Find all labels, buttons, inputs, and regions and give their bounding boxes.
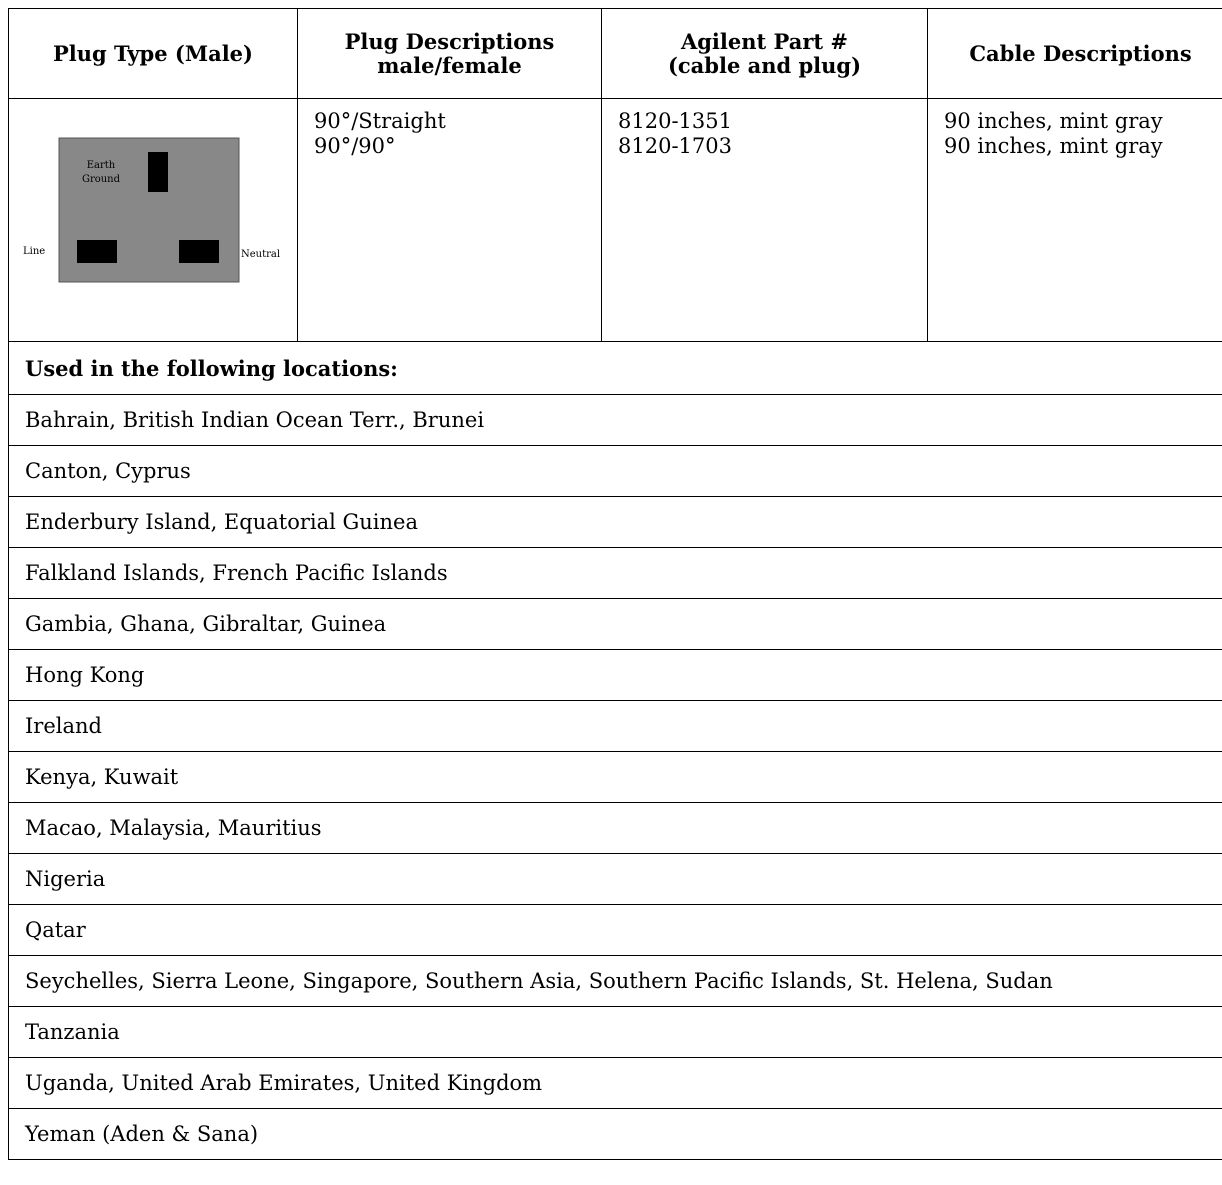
part-number: 8120-1351 (618, 109, 732, 133)
location-text: Kenya, Kuwait (9, 752, 1222, 803)
plug-descriptions-cell (298, 99, 602, 342)
plug-diagram-cell (9, 99, 298, 342)
location-text: Yeman (Aden & Sana) (9, 1109, 1222, 1160)
part-numbers-cell (602, 99, 928, 342)
cable-description: 90 inches, mint gray (944, 134, 1163, 158)
cable-descriptions-cell (928, 99, 1222, 342)
location-row (9, 854, 1222, 905)
location-text: Nigeria (9, 854, 1222, 905)
location-row (9, 1109, 1222, 1160)
location-text: Tanzania (9, 1007, 1222, 1058)
locations-heading-row (9, 342, 1222, 395)
location-text: Seychelles, Sierra Leone, Singapore, Southern Asia, Southern Pacific Islands, St. Helena, Sudan (9, 956, 1222, 1007)
earth-label-line1: Earth (86, 160, 116, 171)
location-row (9, 497, 1222, 548)
location-row (9, 956, 1222, 1007)
plug-description: 90°/90° (314, 134, 396, 158)
locations-heading: Used in the following locations: (9, 342, 1222, 395)
location-row (9, 548, 1222, 599)
location-text: Canton, Cyprus (9, 446, 1222, 497)
earth-ground-prong (148, 152, 168, 192)
location-text: Macao, Malaysia, Mauritius (9, 803, 1222, 854)
header-part-number (602, 9, 928, 99)
header-plug-descriptions (298, 9, 602, 99)
header-plug-type-label: Plug Type (Male) (53, 40, 253, 66)
location-row (9, 701, 1222, 752)
location-text: Ireland (9, 701, 1222, 752)
line-prong (77, 240, 117, 263)
location-row (9, 1058, 1222, 1109)
location-row (9, 650, 1222, 701)
location-text: Falkland Islands, French Pacific Islands (9, 548, 1222, 599)
location-row (9, 803, 1222, 854)
power-cord-table (8, 8, 1222, 1160)
header-cable-descriptions-label: Cable Descriptions (969, 40, 1192, 66)
location-row (9, 1007, 1222, 1058)
location-text: Bahrain, British Indian Ocean Terr., Brunei (9, 395, 1222, 446)
location-row (9, 599, 1222, 650)
header-part-number-line2: (cable and plug) (667, 52, 862, 78)
location-text: Qatar (9, 905, 1222, 956)
location-text: Enderbury Island, Equatorial Guinea (9, 497, 1222, 548)
location-row (9, 395, 1222, 446)
location-text: Hong Kong (9, 650, 1222, 701)
location-row (9, 446, 1222, 497)
location-row (9, 752, 1222, 803)
header-plug-descriptions-line1: Plug Descriptions (344, 28, 555, 54)
plug-diagram (9, 101, 297, 333)
location-row (9, 905, 1222, 956)
plug-row (9, 99, 1222, 342)
header-plug-type (9, 9, 298, 99)
part-number: 8120-1703 (618, 134, 732, 158)
neutral-label: Neutral (241, 249, 281, 260)
table-header-row (9, 9, 1222, 99)
earth-label-line2: Ground (81, 174, 121, 185)
header-part-number-line1: Agilent Part # (680, 28, 849, 54)
plug-description: 90°/Straight (314, 109, 446, 133)
neutral-prong (179, 240, 219, 263)
header-plug-descriptions-line2: male/female (377, 52, 522, 78)
location-text: Gambia, Ghana, Gibraltar, Guinea (9, 599, 1222, 650)
line-label: Line (23, 246, 46, 257)
cable-description: 90 inches, mint gray (944, 109, 1163, 133)
header-cable-descriptions (928, 9, 1222, 99)
location-text: Uganda, United Arab Emirates, United Kingdom (9, 1058, 1222, 1109)
